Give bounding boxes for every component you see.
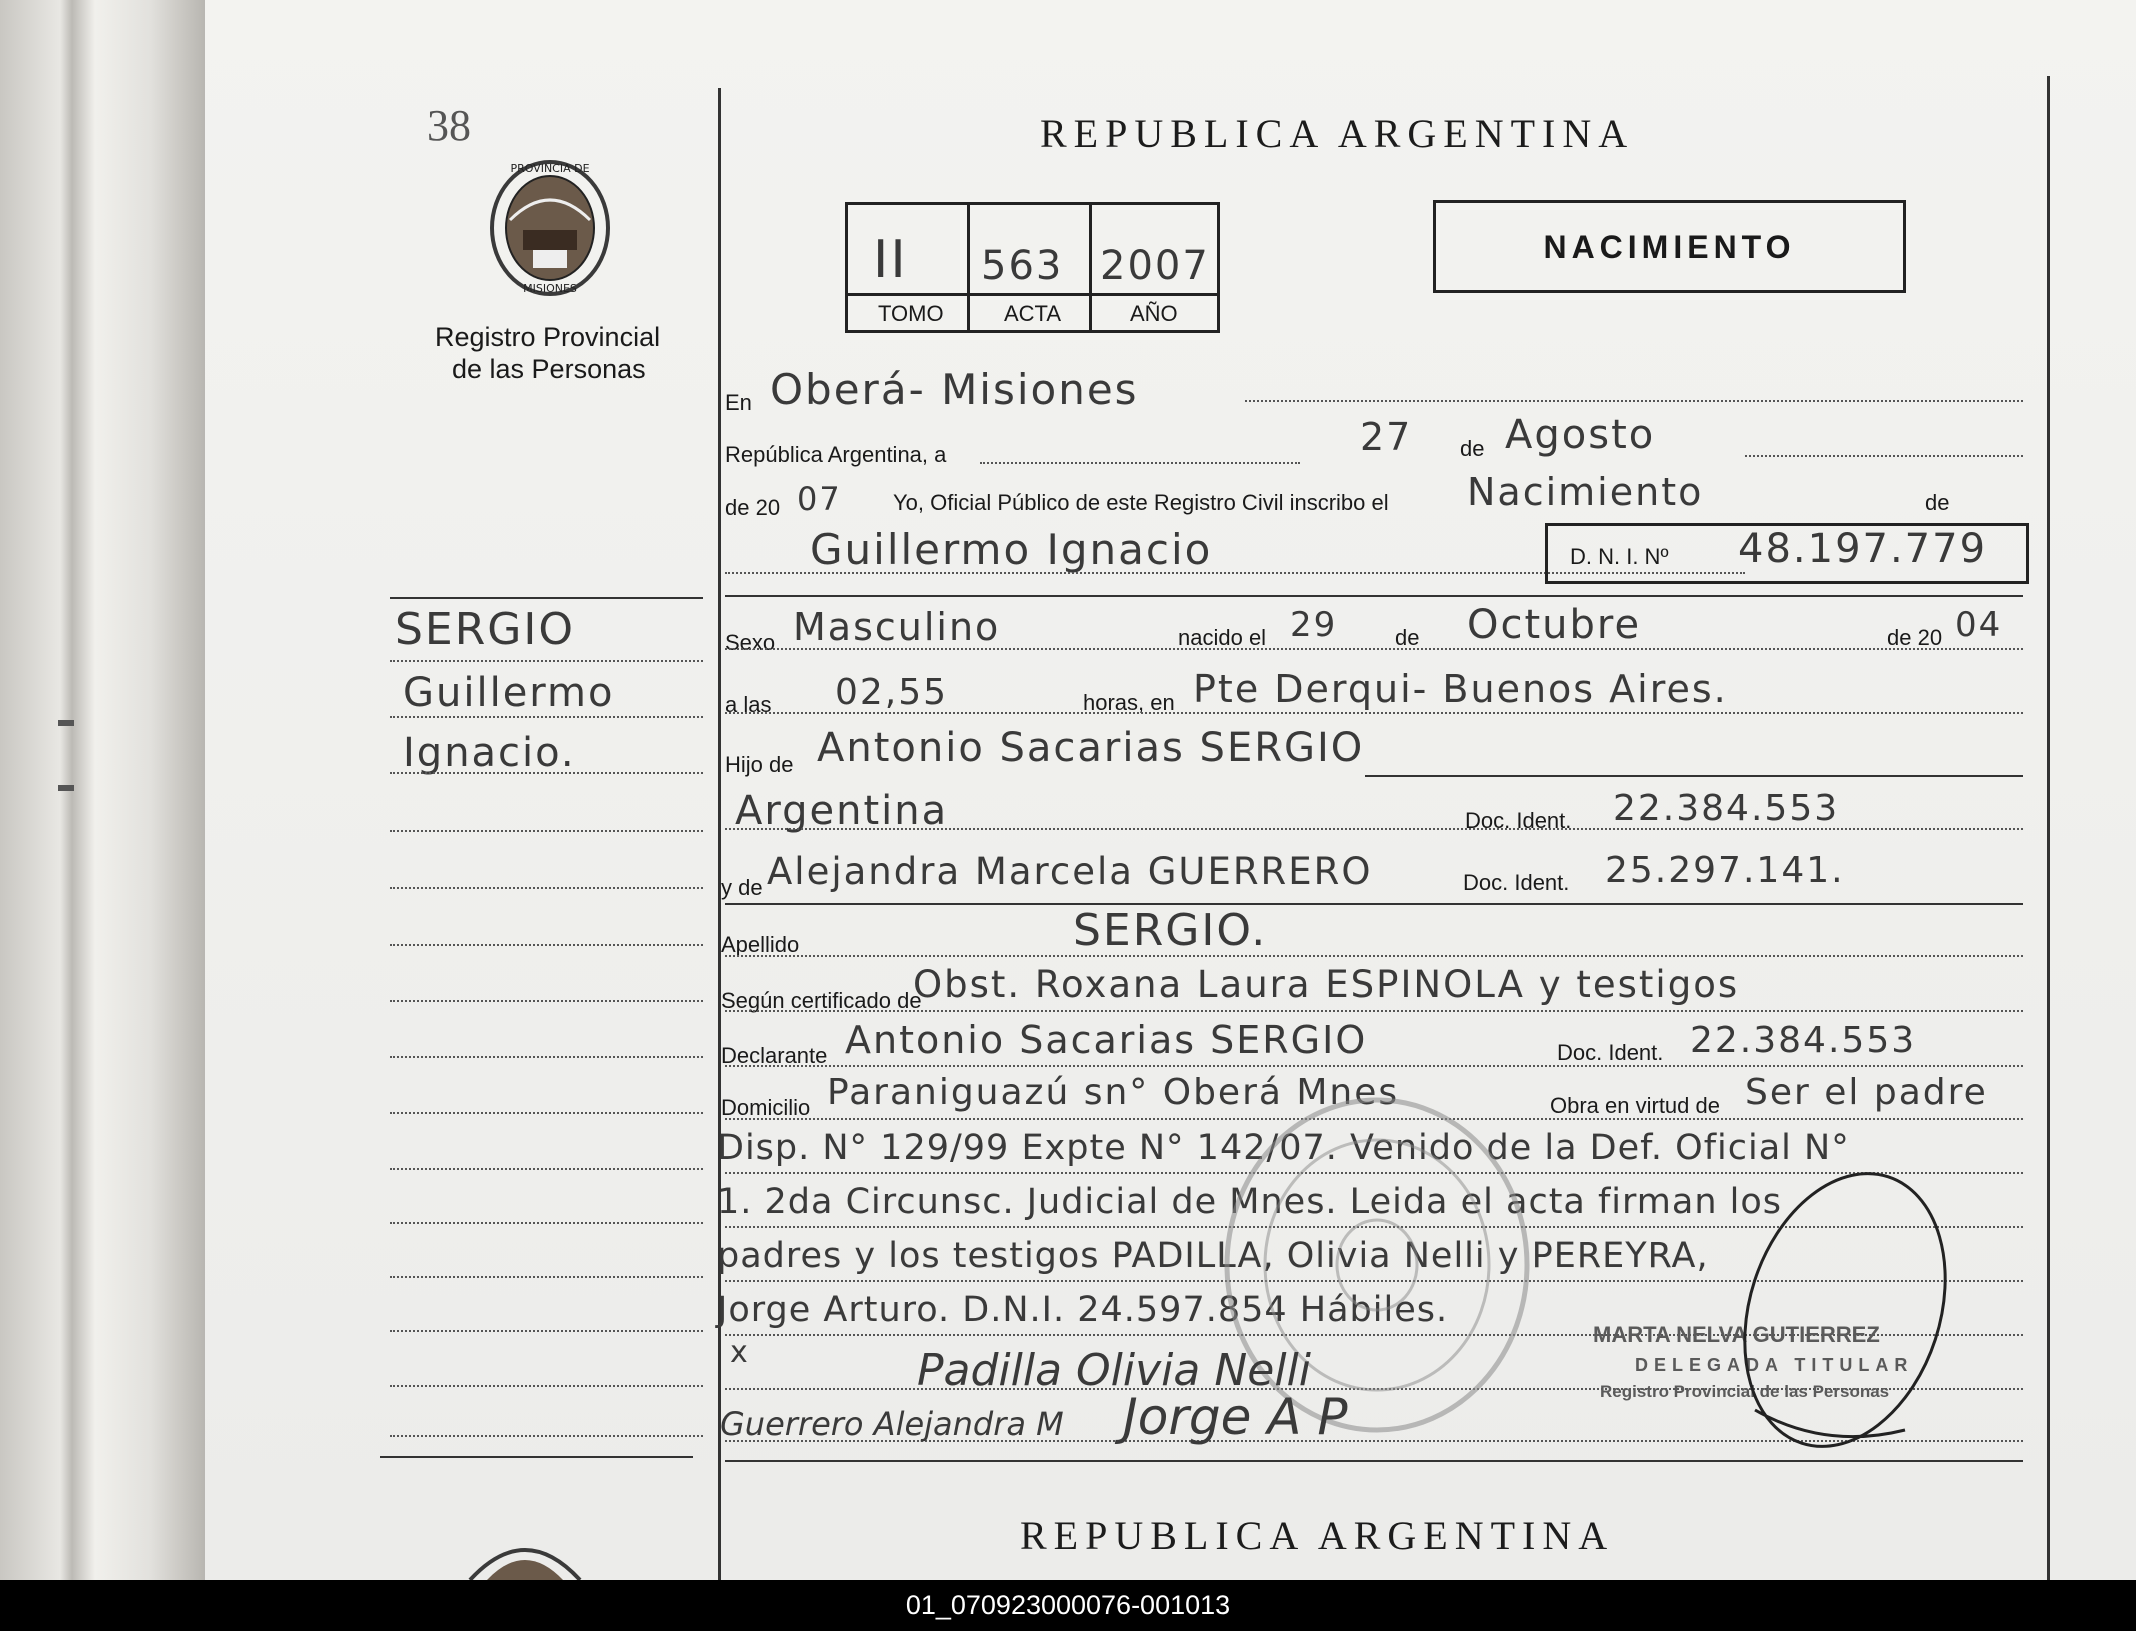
inscribo-value: Nacimiento [1467,470,1704,514]
right-border [2047,76,2050,1580]
anio-label: AÑO [1130,301,1178,326]
year-prefix-label: de 20 [725,495,781,520]
scan-id-footer: 01_070923000076-001013 [0,1580,2136,1631]
form-rule [725,955,2023,957]
form-rule [725,1010,2023,1012]
nacido-label: nacido el [1178,625,1267,650]
obra-value: Ser el padre [1745,1072,1988,1113]
observations-line-1: Disp. N° 129/99 Expte N° 142/07. Venido de la Def. Oficial N° [717,1128,1850,1168]
provincial-seal-logo [485,150,615,300]
document-header-title: REPUBLICA ARGENTINA [1040,111,1635,156]
record-divider [967,205,970,330]
margin-rule [390,1056,703,1058]
form-rule [980,462,1300,464]
svg-text:PROVINCIA DE: PROVINCIA DE [510,162,590,175]
registry-name-line2: de las Personas [452,354,646,384]
observations-line-4: Jorge Arturo. D.N.I. 24.597.854 Hábiles. [717,1290,1449,1330]
yde-label: y de [721,875,763,900]
de-label-3: de [1395,625,1420,650]
margin-rule [390,716,703,718]
madre-value: Alejandra Marcela GUERRERO [767,850,1373,893]
record-type-box [1433,200,1906,293]
margin-rule [390,660,703,662]
observations-line-3: padres y los testigos PADILLA, Olivia Nelli y PEREYRA, [717,1236,1709,1276]
alas-label: a las [725,692,772,717]
official-signature [1735,1090,1955,1470]
padre-value: Antonio Sacarias SERGIO [817,725,1365,771]
margin-rule [390,1276,703,1278]
form-rule [725,648,2023,650]
signature-mark: x [730,1335,750,1370]
binder-mark [58,720,74,726]
record-divider [1089,205,1092,330]
hora-value: 02,55 [835,672,949,713]
official-stamp-office: Registro Provincial de las Personas [1600,1382,1890,1401]
form-rule [1365,775,2023,777]
apellido-label: Apellido [721,932,800,957]
declarante-value: Antonio Sacarias SERGIO [845,1018,1368,1062]
margin-given-name-1: Guillermo [403,670,615,716]
lugar-value: Pte Derqui- Buenos Aires. [1193,667,1728,711]
margin-rule [390,1385,703,1387]
obra-label: Obra en virtud de [1550,1093,1720,1118]
declarante-label: Declarante [721,1043,828,1068]
segun-value: Obst. Roxana Laura ESPINOLA y testigos [913,963,1740,1006]
horas-en-label: horas, en [1083,690,1175,715]
segun-label: Según certificado de [721,988,922,1013]
observations-line-2: 1. 2da Circunsc. Judicial de Mnes. Leida el acta firman los [717,1182,1783,1222]
margin-bottom-rule [380,1456,693,1458]
nacido-day: 29 [1290,605,1338,645]
margin-rule [390,944,703,946]
padre-nacionalidad: Argentina [735,788,949,834]
doc-ident-label-1: Doc. Ident. [1465,808,1572,833]
record-divider [848,293,1217,296]
margin-rule [390,1168,703,1170]
binder-spine [0,0,205,1580]
doc-ident-label-2: Doc. Ident. [1463,870,1570,895]
de-label: de [1460,436,1485,461]
madre-doc: 25.297.141. [1605,850,1845,891]
margin-rule [390,887,703,889]
section-rule [725,595,2023,597]
form-rule [1245,400,2023,402]
declarante-doc: 22.384.553 [1690,1020,1917,1061]
registry-name-line1: Registro Provincial [435,322,661,352]
apellido-value: SERGIO. [1073,905,1268,956]
child-given-name: Guillermo Ignacio [810,525,1213,574]
en-value: Oberá- Misiones [770,365,1139,414]
inscribo-label: Yo, Oficial Público de este Registro Civil inscribo el [893,490,1389,515]
margin-surname: SERGIO [395,604,576,655]
signature-witness: Padilla Olivia Nelli [917,1345,1312,1396]
form-rule [725,828,2023,830]
day-value: 27 [1360,415,1413,459]
republica-label: República Argentina, a [725,442,947,467]
tomo-value: II [873,230,908,290]
en-label: En [725,390,752,415]
dni-value: 48.197.779 [1738,526,1988,572]
month-value: Agosto [1505,412,1656,458]
margin-rule [390,1435,703,1437]
svg-text:MISIONES: MISIONES [523,282,577,295]
tomo-label: TOMO [878,301,944,326]
hijo-label: Hijo de [725,752,794,777]
domicilio-label: Domicilio [721,1095,811,1120]
margin-given-name-2: Ignacio. [403,730,576,776]
signature-mother: Guerrero Alejandra M [720,1405,1064,1443]
acta-value: 563 [981,243,1064,289]
margin-rule [390,1330,703,1332]
margin-rule [390,1112,703,1114]
page-number: 38 [427,101,471,150]
sexo-label: Sexo [725,630,776,655]
next-record-header: REPUBLICA ARGENTINA [1020,1513,1615,1558]
column-divider [718,88,721,1580]
nacido-month: Octubre [1467,602,1642,648]
binder-mark [58,785,74,791]
margin-rule [390,1000,703,1002]
official-stamp-title: DELEGADA TITULAR [1635,1355,1914,1375]
margin-rule [390,830,703,832]
form-rule [725,712,2023,714]
form-rule [725,903,2023,905]
dni-box [1545,523,2029,584]
form-rule [725,1065,2023,1067]
nacido-year: 04 [1955,605,2003,645]
anio-value: 2007 [1100,243,1210,289]
dni-label: D. N. I. Nº [1570,544,1669,569]
doc-ident-label-3: Doc. Ident. [1557,1040,1664,1065]
margin-rule [390,772,703,774]
de-label-2: de [1925,490,1950,515]
de20-label: de 20 [1887,625,1943,650]
sexo-value: Masculino [793,605,1001,649]
official-stamp-name: MARTA NELVA GUTIERREZ [1593,1322,1880,1347]
document-page [205,0,2136,1580]
padre-doc: 22.384.553 [1613,788,1840,829]
margin-rule [390,1222,703,1224]
signature-witness-2: Jorge A P [1123,1388,1348,1446]
provincial-seal-logo-bottom [465,1535,585,1580]
domicilio-value: Paraniguazú sn° Oberá Mnes [827,1072,1400,1113]
form-rule [1745,455,2023,457]
year-value: 07 [797,480,842,518]
margin-top-rule [390,597,703,599]
record-number-box [845,202,1220,333]
record-type: NACIMIENTO [1543,229,1796,265]
acta-label: ACTA [1004,301,1062,326]
